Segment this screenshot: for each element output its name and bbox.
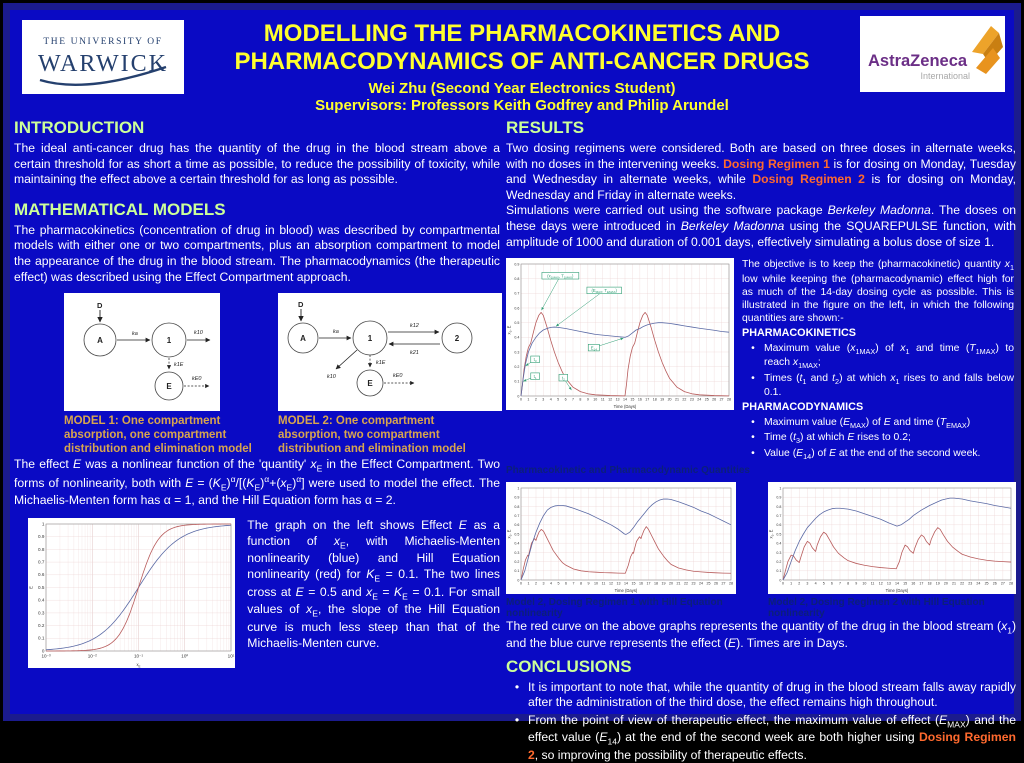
svg-text:0.4: 0.4 — [776, 541, 782, 546]
svg-text:0.7: 0.7 — [776, 513, 782, 518]
svg-text:(x1MAX, T1MAX): ($x_{1MAX}$, $T_{1MAX}$) — [547, 273, 574, 280]
svg-text:12: 12 — [878, 581, 883, 586]
model1-kE0-label: kE0 — [192, 376, 202, 383]
svg-text:19: 19 — [660, 397, 665, 402]
model2-compartment-1: 1 — [367, 334, 373, 344]
model2-compartment-2: 2 — [454, 334, 460, 344]
svg-text:1: 1 — [41, 521, 45, 527]
svg-text:x1, E: $x_1$, E — [768, 529, 775, 539]
svg-text:0: 0 — [520, 397, 522, 402]
regimen-charts-row — [506, 482, 1016, 619]
svg-text:Time (Days): Time (Days) — [613, 404, 637, 410]
pd-bullet-2 — [742, 431, 1014, 445]
svg-text:0: 0 — [782, 581, 784, 586]
warwick-logo-line1: THE UNIVERSITY OF — [43, 37, 163, 47]
svg-text:E: E — [28, 586, 34, 589]
poster-author: Wei Zhu (Second Year Electronics Student) — [368, 79, 676, 97]
svg-text:25: 25 — [984, 581, 989, 586]
svg-text:22: 22 — [684, 581, 688, 586]
pk-bullet-1 — [742, 342, 1014, 371]
svg-text:10: 10 — [594, 581, 598, 586]
mathematical-models-heading: MATHEMATICAL MODELS — [14, 199, 226, 219]
svg-text:8: 8 — [579, 397, 582, 402]
svg-text:x1, E: $x_1$, E — [506, 325, 513, 335]
svg-text:25: 25 — [706, 581, 711, 586]
svg-text:0.5: 0.5 — [514, 532, 520, 537]
svg-text:0: 0 — [41, 648, 45, 654]
svg-text:0.2: 0.2 — [514, 559, 520, 564]
svg-text:8: 8 — [580, 581, 582, 586]
svg-text:24: 24 — [976, 581, 981, 586]
svg-text:16: 16 — [637, 397, 642, 402]
svg-text:5: 5 — [557, 581, 560, 586]
svg-text:7: 7 — [572, 397, 574, 402]
svg-text:0.7: 0.7 — [514, 513, 520, 518]
svg-text:0.8: 0.8 — [38, 546, 45, 552]
svg-text:0.9: 0.9 — [514, 495, 520, 500]
svg-text:7: 7 — [839, 581, 841, 586]
svg-text:12: 12 — [609, 581, 613, 586]
svg-text:20: 20 — [667, 397, 672, 402]
svg-text:14: 14 — [895, 581, 899, 586]
svg-text:19: 19 — [661, 581, 666, 586]
model1-k10-label: k10 — [194, 330, 203, 337]
astrazeneca-sub: International — [920, 71, 970, 81]
svg-text:2: 2 — [535, 581, 537, 586]
svg-text:10⁻³: 10⁻³ — [41, 653, 51, 659]
model2-compartment-A: A — [300, 334, 306, 344]
pk-bullet-2-text: Times ($t_1$ and $t_2$) at which $x_1$ rises to and falls below 0.1. — [764, 372, 1014, 399]
svg-text:5: 5 — [822, 581, 825, 586]
svg-text:0.5: 0.5 — [514, 321, 520, 326]
warwick-logo-line2: WARWICK — [38, 51, 168, 77]
bullet-dot: • — [751, 372, 755, 384]
model2-k21-label: k21 — [410, 350, 419, 357]
model2-k10-label: k10 — [327, 374, 336, 381]
svg-text:3: 3 — [542, 397, 545, 402]
pk-bullet-2 — [742, 372, 1014, 400]
svg-text:27: 27 — [721, 581, 726, 586]
svg-text:14: 14 — [623, 397, 627, 402]
effect-paragraph: The effect E was a nonlinear function of the 'quantity' $x_E$ in the Effect Compartment. Two forms of nonlinearity, both with $E = (K_E)^\alpha/[(K_E)^\alpha+(x_E)^\alpha]$ were used to model the effect. The Michaelis-Menten form has α = 1, and the Hill Equation form has α = 2. — [14, 456, 500, 508]
svg-text:11: 11 — [870, 581, 875, 586]
svg-text:20: 20 — [943, 581, 948, 586]
svg-text:t3: $t_3$ — [533, 357, 537, 364]
svg-text:10⁻¹: 10⁻¹ — [133, 653, 144, 659]
bullet-dot: • — [751, 447, 755, 459]
svg-text:2: 2 — [798, 581, 801, 586]
svg-text:23: 23 — [691, 581, 696, 586]
svg-text:10: 10 — [593, 397, 598, 402]
conclusions-heading: CONCLUSIONS — [506, 656, 632, 676]
svg-text:17: 17 — [645, 397, 650, 402]
svg-text:0.3: 0.3 — [514, 350, 520, 355]
poster-header — [192, 20, 852, 114]
svg-text:9: 9 — [586, 397, 589, 402]
svg-text:Time (Days): Time (Days) — [614, 588, 638, 594]
svg-text:0.7: 0.7 — [514, 291, 520, 296]
svg-text:4: 4 — [549, 397, 552, 402]
svg-text:27: 27 — [1000, 581, 1005, 586]
svg-text:0.6: 0.6 — [514, 306, 520, 311]
svg-text:20: 20 — [669, 581, 673, 586]
model2-k1E-label: k1E — [376, 360, 386, 367]
bullet-dot: • — [751, 432, 755, 444]
svg-text:0: 0 — [517, 578, 520, 583]
svg-text:0.3: 0.3 — [514, 550, 520, 555]
svg-text:13: 13 — [886, 581, 891, 586]
nonlinearity-row — [14, 518, 500, 668]
svg-text:0.2: 0.2 — [38, 623, 45, 629]
results-paragraph-1: Two dosing regimens were considered. Both are based on three doses in alternate weeks, with no doses in the intervening weeks. Dosing Regimen 1 is for dosing on Monday, Tuesday and Wednesday in alternate weeks, while Dosing Regimen 2 is for dosing on Monday, Wednesday and Friday in alternate weeks. — [506, 141, 1016, 202]
results-paragraph-2: Simulations were carried out using the software package Berkeley Madonna. The doses on these days were introduced in Berkeley Madonna using the SQUAREPULSE function, with amplitude of 1000 and duration of 0.001 days, effectively simulating a bolus dose of size 1. — [506, 203, 1017, 249]
svg-text:5: 5 — [557, 397, 560, 402]
regimen1-chart — [506, 482, 736, 594]
svg-text:15: 15 — [631, 581, 636, 586]
svg-text:0.6: 0.6 — [38, 572, 45, 578]
pharmacokinetics-heading: PHARMACOKINETICS — [742, 327, 856, 340]
svg-text:0.2: 0.2 — [776, 559, 782, 564]
svg-text:25: 25 — [704, 397, 709, 402]
pd-bullet-3 — [742, 447, 1014, 461]
svg-text:18: 18 — [652, 397, 657, 402]
left-column — [14, 118, 500, 668]
svg-text:16: 16 — [911, 581, 916, 586]
svg-text:0.8: 0.8 — [514, 277, 520, 282]
svg-text:22: 22 — [682, 397, 687, 402]
model1-dose-label: D — [97, 301, 103, 311]
poster-title-line2: PHARMACODYNAMICS OF ANTI-CANCER DRUGS — [234, 48, 810, 76]
nonlinearity-graph-paragraph: The graph on the left shows Effect E as a function of $x_E$, with Michaelis-Menten nonlinearity (blue) and Hill Equation nonlinearity (red) for $K_E = 0.1$. The two lines cross at E = 0.5 and $x_E = K_E = 0.1$. For small values of $x_E$, the slope of the Hill Equation curve is much less steep than that of the Michaelis-Menten curve. — [247, 518, 500, 650]
svg-text:t2: $t_2$ — [561, 375, 565, 382]
pd-bullet-2-text: Time $(t_3)$ at which E rises to 0.2; — [764, 432, 911, 446]
svg-text:26: 26 — [714, 581, 718, 586]
svg-text:15: 15 — [903, 581, 908, 586]
regimen2-chart — [768, 482, 1016, 594]
model2-kE0-label: kE0 — [393, 373, 403, 380]
svg-text:0.3: 0.3 — [776, 550, 782, 555]
svg-text:12: 12 — [608, 397, 613, 402]
svg-text:24: 24 — [697, 397, 702, 402]
svg-text:24: 24 — [699, 581, 703, 586]
svg-text:0.9: 0.9 — [776, 495, 782, 500]
svg-text:0: 0 — [520, 581, 522, 586]
svg-text:0.1: 0.1 — [514, 569, 520, 574]
svg-text:0.4: 0.4 — [514, 335, 520, 340]
right-column — [506, 118, 1016, 763]
svg-text:0.5: 0.5 — [38, 584, 45, 590]
conclusion-bullet-2 — [506, 713, 1016, 763]
astrazeneca-logo — [860, 16, 1005, 92]
svg-text:28: 28 — [727, 397, 731, 402]
svg-text:28: 28 — [729, 581, 733, 586]
model2-compartment-E: E — [367, 379, 373, 389]
svg-text:0: 0 — [517, 394, 520, 399]
model2-caption: MODEL 2: One compartment absorption, two compartment distribution and elimination model — [278, 415, 466, 455]
svg-text:x1, E: $x_1$, E — [506, 529, 513, 539]
svg-text:0.1: 0.1 — [514, 379, 520, 384]
conclusion-bullet-1 — [506, 680, 1016, 711]
svg-text:0.3: 0.3 — [38, 610, 45, 616]
svg-text:0.1: 0.1 — [776, 569, 782, 574]
svg-text:1: 1 — [517, 486, 520, 491]
regimen2-chart-caption: Model 2, Dosing Regimen 2 with Hill Equation nonlinearity — [768, 596, 985, 619]
svg-text:9: 9 — [587, 581, 590, 586]
poster-title-line1: MODELLING THE PHARMACOKINETICS AND — [263, 20, 781, 47]
svg-text:0.7: 0.7 — [38, 559, 45, 565]
svg-text:6: 6 — [565, 581, 567, 586]
svg-text:Time (Days): Time (Days) — [885, 588, 909, 594]
svg-text:17: 17 — [646, 581, 651, 586]
bullet-dot: • — [751, 416, 755, 428]
pd-bullet-3-text: Value $(E_{14})$ of E at the end of the second week. — [764, 447, 981, 461]
quantities-figure-caption: Pharmacokinetic and Pharmacodynamic Quantities — [506, 464, 750, 476]
svg-text:3: 3 — [542, 581, 545, 586]
model2-k12-label: k12 — [410, 323, 419, 330]
model2-dose-label: D — [298, 300, 304, 310]
model1-caption: MODEL 1: One compartment absorption, one compartment distribution and elimination model — [64, 415, 252, 455]
svg-text:1: 1 — [790, 581, 793, 586]
svg-text:0.6: 0.6 — [514, 523, 520, 528]
model-diagrams-row — [14, 293, 500, 456]
svg-text:0: 0 — [779, 578, 782, 583]
pkpd-quantities-chart — [506, 258, 734, 410]
svg-text:t1: $t_1$ — [533, 374, 537, 381]
conclusion-bullet-2-text: From the point of view of therapeutic effect, the maximum value of effect $(E_{MAX})$ and the effect value $(E_{14})$ at the end of the second week are both higher using Dosing Regimen 2, so improving the possibility of therapeutic effects. — [528, 713, 1016, 762]
pk-bullet-1-text: Maximum value $(x_{1MAX})$ of $x_1$ and time $(T_{1MAX})$ to reach $x_{1MAX}$; — [764, 343, 1015, 371]
svg-text:19: 19 — [935, 581, 940, 586]
results-heading: RESULTS — [506, 118, 585, 137]
svg-text:6: 6 — [830, 581, 833, 586]
bullet-dot: • — [514, 679, 520, 694]
svg-text:16: 16 — [639, 581, 643, 586]
introduction-paragraph: The ideal anti-cancer drug has the quantity of the drug in the blood stream above a certain threshold for as short a time as possible, to reduce the possibility of toxicity, while maintaining the effect above a certain threshold for as long as possible. — [14, 141, 500, 187]
pharmacodynamics-heading: PHARMACODYNAMICS — [742, 401, 864, 414]
svg-text:0.6: 0.6 — [776, 523, 782, 528]
svg-text:26: 26 — [992, 581, 997, 586]
svg-text:27: 27 — [719, 397, 724, 402]
svg-text:3: 3 — [806, 581, 809, 586]
model2-ka-label: ka — [333, 329, 339, 336]
pd-bullet-1 — [742, 416, 1014, 430]
svg-text:0.9: 0.9 — [38, 534, 45, 540]
svg-text:1: 1 — [779, 486, 782, 491]
svg-text:15: 15 — [630, 397, 635, 402]
svg-text:(EMAX, TEMAX): ($E_{MAX}$, $T_{EMAX}$) — [591, 288, 617, 295]
svg-text:14: 14 — [624, 581, 628, 586]
regimen1-chart-caption: Model 2, Dosing Regimen 1 with Hill Equation nonlinearity — [506, 596, 723, 619]
svg-text:8: 8 — [847, 581, 850, 586]
svg-text:1: 1 — [527, 397, 530, 402]
svg-text:22: 22 — [960, 581, 965, 586]
svg-text:18: 18 — [927, 581, 932, 586]
svg-text:2: 2 — [534, 397, 537, 402]
nonlinearity-chart — [28, 518, 235, 668]
mathematical-models-paragraph: The pharmacokinetics (concentration of drug in blood) was described by compartmental models with either one or two compartments, plus an absorption compartment to model the appearance of the drug in the blood stream. The pharmacodynamics (the therapeutic effect) was described using the Effect Compartment approach. — [14, 222, 500, 284]
svg-text:6: 6 — [564, 397, 567, 402]
svg-text:18: 18 — [654, 581, 658, 586]
svg-text:0.2: 0.2 — [514, 365, 520, 370]
quantities-figure-row — [506, 258, 1016, 461]
svg-text:10¹: 10¹ — [227, 653, 235, 659]
svg-text:0.1: 0.1 — [38, 635, 45, 641]
svg-text:23: 23 — [689, 397, 694, 402]
svg-text:9: 9 — [855, 581, 858, 586]
svg-text:21: 21 — [676, 581, 681, 586]
warwick-logo — [22, 20, 184, 94]
svg-text:11: 11 — [600, 397, 605, 402]
model1-compartment-A: A — [97, 336, 103, 346]
svg-text:0.9: 0.9 — [514, 262, 520, 267]
model2-diagram — [278, 293, 502, 411]
poster-supervisors: Supervisors: Professors Keith Godfrey and Philip Arundel — [315, 96, 729, 114]
curves-explanation-paragraph: The red curve on the above graphs represents the quantity of the drug in the blood stream $(x_1)$ and the blue curve represents the effect (E). Times are in Days. — [506, 618, 1016, 651]
svg-text:E14: $E_{14}$ — [590, 345, 597, 352]
introduction-heading: INTRODUCTION — [14, 118, 145, 137]
svg-text:23: 23 — [968, 581, 973, 586]
svg-text:0.8: 0.8 — [514, 504, 520, 509]
pd-bullet-1-text: Maximum value $(E_{MAX})$ of E and time $(T_{EMAX})$ — [764, 416, 971, 431]
bullet-dot: • — [514, 713, 520, 728]
model1-compartment-E: E — [166, 382, 172, 392]
model1-diagram — [64, 293, 220, 411]
svg-text:26: 26 — [712, 397, 717, 402]
astrazeneca-wordmark: AstraZeneca — [868, 52, 968, 70]
svg-text:21: 21 — [675, 397, 679, 402]
svg-text:13: 13 — [615, 397, 620, 402]
svg-text:0.8: 0.8 — [776, 504, 782, 509]
svg-text:17: 17 — [919, 581, 924, 586]
svg-text:21: 21 — [952, 581, 956, 586]
model1-k1E-label: k1E — [174, 362, 184, 369]
conclusion-bullet-1-text: It is important to note that, while the quantity of drug in the blood stream falls away rapidly after the administration of the third dose, the effect remains high throughout. — [528, 679, 1016, 710]
model1-ka-label: ka — [132, 331, 138, 338]
svg-text:13: 13 — [616, 581, 621, 586]
bullet-dot: • — [751, 343, 755, 355]
svg-text:11: 11 — [601, 581, 606, 586]
svg-text:4: 4 — [550, 581, 552, 586]
svg-text:0.4: 0.4 — [38, 597, 45, 603]
svg-text:0.4: 0.4 — [514, 541, 520, 546]
svg-text:4: 4 — [814, 581, 817, 586]
svg-text:10: 10 — [862, 581, 867, 586]
svg-text:28: 28 — [1009, 581, 1013, 586]
model1-compartment-1: 1 — [166, 336, 172, 346]
svg-text:10⁰: 10⁰ — [181, 653, 189, 659]
svg-text:10⁻²: 10⁻² — [87, 653, 97, 659]
svg-text:xE: $x_E$ — [136, 662, 141, 669]
svg-text:0.5: 0.5 — [776, 532, 782, 537]
svg-text:7: 7 — [572, 581, 575, 586]
svg-text:1: 1 — [527, 581, 530, 586]
objective-paragraph: The objective is to keep the (pharmacokinetic) quantity $x_1$ low while keeping the (pharmacodynamic) effect high for as much of the 14-day dosing cycle as possible. This is illustrated in the figure on the left, in which the following quantities are shown:- — [742, 259, 1014, 325]
